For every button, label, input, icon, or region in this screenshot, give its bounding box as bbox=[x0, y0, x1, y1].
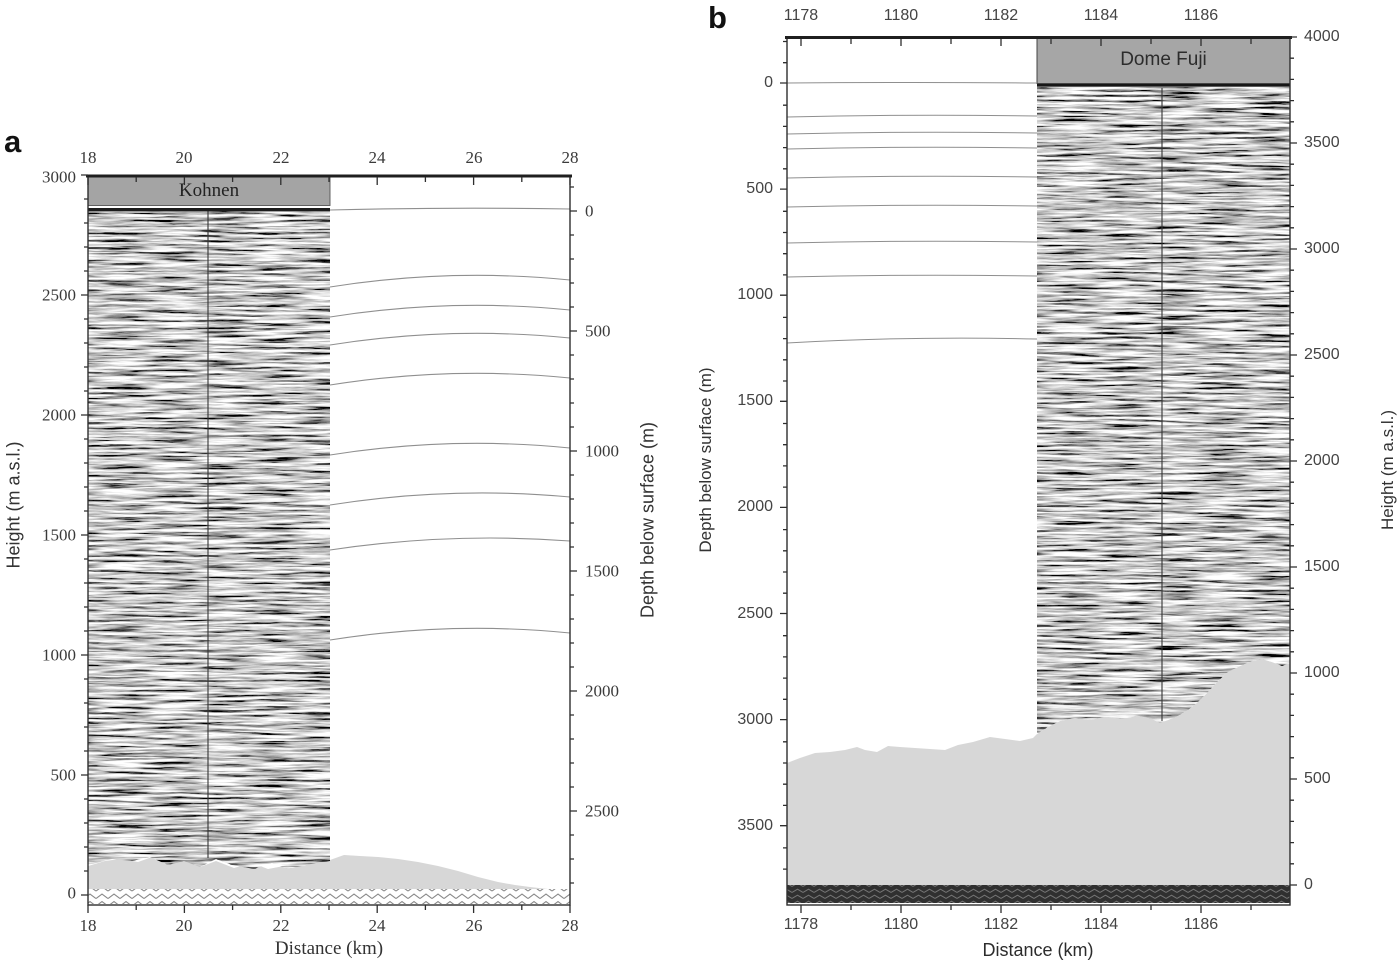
station-label-kohnen: Kohnen bbox=[178, 180, 240, 201]
height-tick-label: 2000 bbox=[1304, 452, 1340, 469]
x-tick-label: 1184 bbox=[1083, 7, 1119, 24]
depth-tick-label: 500 bbox=[585, 321, 611, 341]
bottom-minor-ticks-a bbox=[136, 905, 522, 910]
y-tick-label: 500 bbox=[50, 765, 76, 785]
x-tick-label: 28 bbox=[561, 148, 579, 167]
radargram-b bbox=[1037, 87, 1290, 735]
bottom-minor-ticks-b bbox=[851, 905, 1251, 910]
depth-tick-label: 1500 bbox=[737, 392, 773, 409]
height-tick-label: 3000 bbox=[1304, 240, 1340, 257]
y-axis-title-height-b: Height (m a.s.l.) bbox=[1378, 410, 1397, 530]
depth-tick-label: 0 bbox=[585, 201, 594, 221]
x-tick-label: 1182 bbox=[983, 7, 1019, 24]
x-tick-label: 1186 bbox=[1183, 916, 1219, 933]
x-tick-label: 28 bbox=[561, 916, 579, 935]
y-axis-title-depth-a: Depth below surface (m) bbox=[637, 421, 658, 619]
x-tick-label: 22 bbox=[272, 148, 290, 167]
depth-tick-label: 1000 bbox=[737, 286, 773, 303]
basement-zigzag-band-b bbox=[787, 885, 1290, 903]
x-tick-label: 1178 bbox=[783, 916, 819, 933]
y-axis-title-depth-b: Depth below surface (m) bbox=[696, 367, 715, 553]
depth-tick-label: 3000 bbox=[737, 711, 773, 728]
height-tick-label: 4000 bbox=[1304, 28, 1340, 45]
depth-tick-label: 1000 bbox=[585, 441, 619, 461]
x-tick-label: 24 bbox=[368, 916, 386, 935]
y-tick-label: 1500 bbox=[42, 525, 76, 545]
x-tick-label: 26 bbox=[465, 916, 483, 935]
panel-a-letter: a bbox=[4, 124, 22, 159]
depth-tick-label: 0 bbox=[764, 74, 773, 91]
y-tick-label: 2000 bbox=[42, 405, 76, 425]
y-tick-label: 1000 bbox=[42, 645, 76, 665]
height-tick-label: 3500 bbox=[1304, 134, 1340, 151]
radargram-a bbox=[88, 211, 330, 873]
depth-tick-label: 2000 bbox=[737, 498, 773, 515]
x-tick-label: 1180 bbox=[883, 916, 919, 933]
internal-layers-a bbox=[330, 208, 570, 640]
x-tick-label: 20 bbox=[175, 148, 193, 167]
x-axis-title-a: Distance (km) bbox=[274, 938, 384, 959]
x-tick-label: 1178 bbox=[783, 7, 819, 24]
depth-tick-label: 2500 bbox=[585, 801, 619, 821]
x-tick-label: 26 bbox=[465, 148, 483, 167]
left-major-ticks-a bbox=[81, 175, 88, 895]
x-tick-label: 1182 bbox=[983, 916, 1019, 933]
x-tick-label: 18 bbox=[79, 148, 97, 167]
panel-a-graphics bbox=[81, 175, 577, 913]
internal-layers-b bbox=[787, 83, 1037, 344]
depth-tick-label: 3500 bbox=[737, 817, 773, 834]
height-tick-label: 0 bbox=[1304, 876, 1313, 893]
x-axis-title-b: Distance (km) bbox=[982, 940, 1094, 960]
depth-tick-label: 500 bbox=[746, 180, 773, 197]
x-tick-label: 1180 bbox=[883, 7, 919, 24]
panel-b-graphics bbox=[780, 37, 1297, 913]
right-major-ticks-a bbox=[570, 211, 577, 811]
depth-tick-label: 1500 bbox=[585, 561, 619, 581]
panel-b-letter: b bbox=[708, 0, 727, 35]
depth-tick-label: 2000 bbox=[585, 681, 619, 701]
x-tick-label: 22 bbox=[272, 916, 290, 935]
height-tick-label: 2500 bbox=[1304, 346, 1340, 363]
depth-tick-label: 2500 bbox=[737, 605, 773, 622]
x-tick-label: 1186 bbox=[1183, 7, 1219, 24]
height-tick-label: 500 bbox=[1304, 770, 1331, 787]
surface-reflection-a bbox=[88, 208, 330, 211]
height-tick-label: 1500 bbox=[1304, 558, 1340, 575]
height-tick-label: 1000 bbox=[1304, 664, 1340, 681]
x-tick-label: 24 bbox=[368, 148, 386, 167]
y-axis-title-height-a: Height (m a.s.l.) bbox=[3, 441, 24, 569]
x-tick-label: 18 bbox=[79, 916, 97, 935]
x-tick-label: 20 bbox=[175, 916, 193, 935]
y-tick-label: 0 bbox=[67, 883, 76, 903]
station-label-dome-fuji: Dome Fuji bbox=[1120, 49, 1207, 70]
y-tick-label: 2500 bbox=[42, 285, 76, 305]
left-major-ticks-b bbox=[780, 83, 787, 826]
bottom-major-ticks-b bbox=[801, 905, 1201, 913]
y-tick-label: 3000 bbox=[42, 167, 76, 187]
basement-zigzag-band-a bbox=[88, 889, 570, 904]
x-tick-label: 1184 bbox=[1083, 916, 1119, 933]
